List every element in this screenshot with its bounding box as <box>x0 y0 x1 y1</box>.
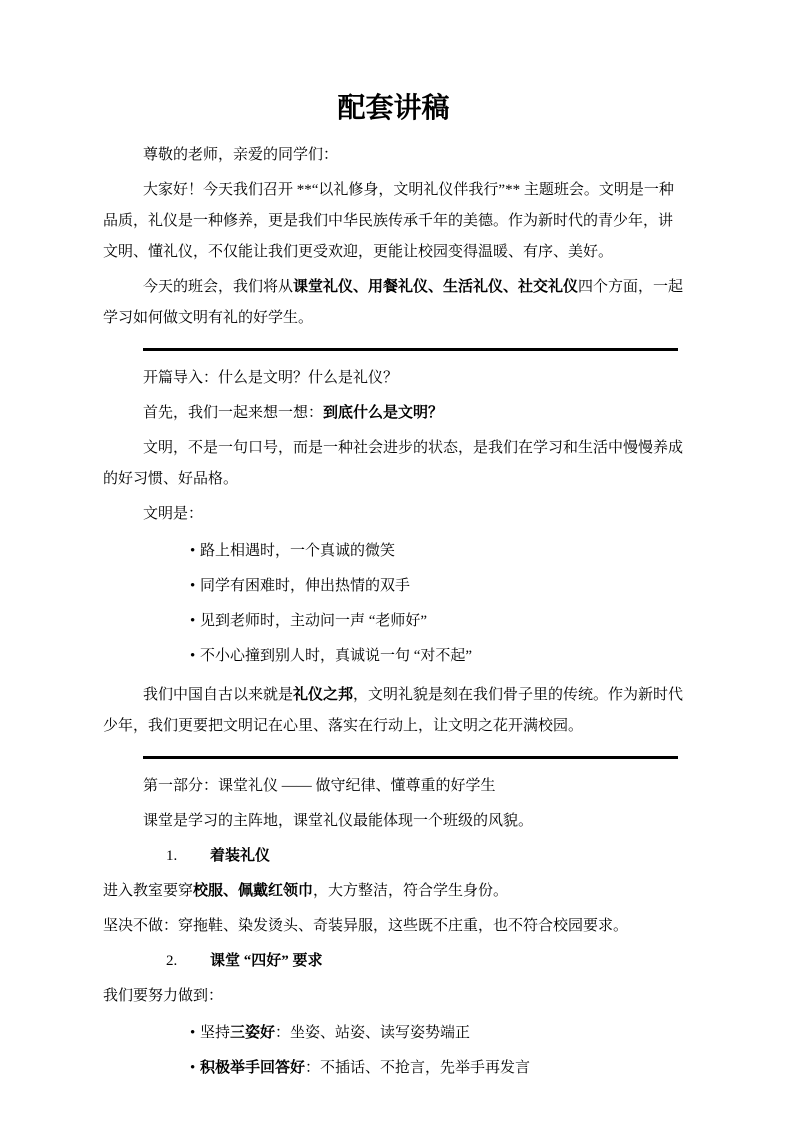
topics-paragraph <box>103 272 684 334</box>
dress-pre-text: 进入教室要穿 <box>103 883 194 899</box>
rule-bold-phrase: 积极举手回答好 <box>200 1060 306 1076</box>
dont-do-paragraph: 坚决不做：穿拖鞋、染发烫头、奇装异服，这些既不庄重，也不符合校园要求。 <box>103 918 629 934</box>
dress-code-paragraph <box>103 876 684 907</box>
intro-heading: 开篇导入：什么是文明？什么是礼仪？ <box>143 370 399 386</box>
topics-post-text: 四个方面，一起学习如何做文明有礼的好学生。 <box>103 279 684 326</box>
intro-lead-paragraph <box>103 398 684 429</box>
section1-heading: 第一部分：课堂礼仪 —— 做守纪律、懂尊重的好学生 <box>143 778 496 794</box>
item-label: 课堂 “四好” 要求 <box>210 953 323 969</box>
section-divider <box>143 756 678 759</box>
document-title: 配套讲稿 <box>337 93 450 124</box>
section1-lead-paragraph: 课堂是学习的主阵地，课堂礼仪最能体现一个班级的风貌。 <box>143 813 534 829</box>
rule-post-text: ：不插话、不抢言，先举手再发言 <box>305 1060 531 1076</box>
list-item <box>103 1051 684 1086</box>
tradition-bold-phrase: 礼仪之邦 <box>293 687 354 703</box>
numbered-item-dress <box>103 841 684 872</box>
tradition-paragraph <box>103 680 684 742</box>
dress-post-text: ，大方整洁，符合学生身份。 <box>313 883 509 899</box>
civility-definition-paragraph: 文明，不是一句口号，而是一种社会进步的状态，是我们在学习和生活中慢慢养成的好习惯、好品格。 <box>103 440 684 487</box>
item-number: 1. <box>166 848 178 864</box>
section-divider <box>143 348 678 351</box>
list-item: • 见到老师时，主动问一声 “老师好” <box>103 604 684 639</box>
item-label: 着装礼仪 <box>210 848 271 864</box>
list-item <box>103 1016 684 1051</box>
intro-lead-pre-text: 首先，我们一起来想一想： <box>143 405 324 421</box>
civility-list-intro: 文明是： <box>143 506 204 522</box>
civility-examples-list <box>103 534 684 674</box>
dress-bold-phrase: 校服、佩戴红领巾 <box>193 883 314 899</box>
list-item: • 路上相遇时，一个真诚的微笑 <box>103 534 684 569</box>
topics-pre-text: 今天的班会，我们将从 <box>143 279 294 295</box>
list-item: • 不小心撞到别人时，真诚说一句 “对不起” <box>103 639 684 674</box>
classroom-rules-list <box>103 1016 684 1086</box>
salutation-paragraph: 尊敬的老师，亲爱的同学们： <box>143 147 339 163</box>
topics-bold-phrase: 课堂礼仪、用餐礼仪、生活礼仪、社交礼仪 <box>293 279 579 295</box>
rule-bold-phrase: 三姿好 <box>230 1025 276 1041</box>
effort-lead-paragraph: 我们要努力做到： <box>103 988 224 1004</box>
numbered-item-classroom <box>103 946 684 977</box>
opening-paragraph: 大家好！今天我们召开 **“以礼修身，文明礼仪伴我行”** 主题班会。文明是一种品质，礼仪是一种修养，更是我们中华民族传承千年的美德。作为新时代的青少年，讲文明、懂礼仪，不仅能让我们更受欢迎，更能让校园变得温暖、有序、美好。 <box>103 182 674 260</box>
item-number: 2. <box>166 953 178 969</box>
intro-lead-bold-phrase: 到底什么是文明？ <box>323 405 444 421</box>
rule-post-text: ：坐姿、站姿、读写姿势端正 <box>275 1025 471 1041</box>
tradition-post-text: ，文明礼貌是刻在我们骨子里的传统。作为新时代少年，我们更要把文明记在心里、落实在行动上，让文明之花开满校园。 <box>103 687 684 734</box>
rule-pre-text: 坚持 <box>200 1025 231 1041</box>
tradition-pre-text: 我们中国自古以来就是 <box>143 687 294 703</box>
list-item: • 同学有困难时，伸出热情的双手 <box>103 569 684 604</box>
